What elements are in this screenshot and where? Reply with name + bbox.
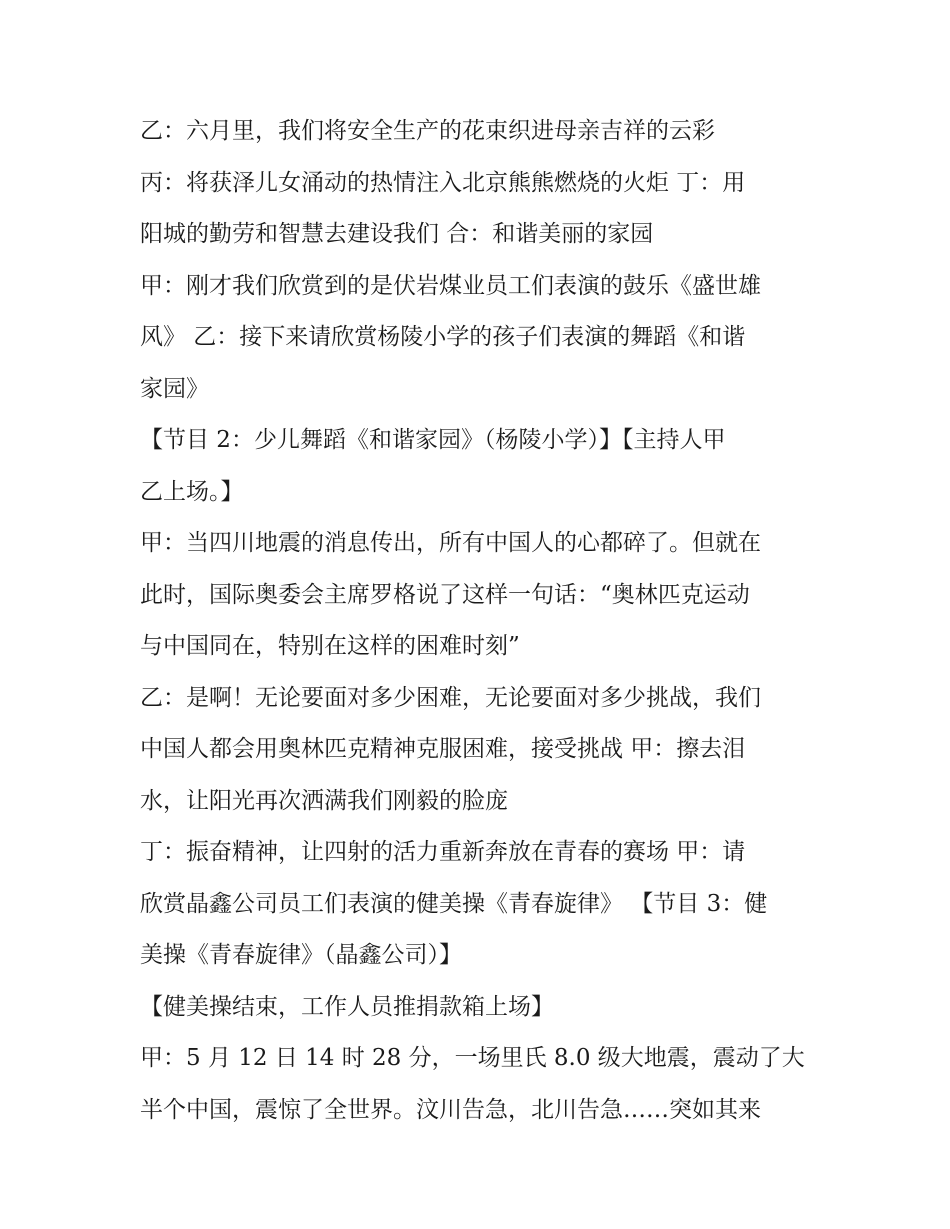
text-line: 丙：将获泽儿女涌动的热情注入北京熊熊燃烧的火炬 丁：用 [140, 169, 746, 196]
text-line: 【健美操结束，工作人员推捐款箱上场】 [140, 993, 554, 1020]
text-line: 乙：是啊！无论要面对多少困难，无论要面对多少挑战，我们 [140, 684, 761, 711]
text-line: 与中国同在，特别在这样的困难时刻” [140, 633, 520, 659]
text-line: 乙上场。】 [140, 478, 244, 505]
document-body [140, 106, 815, 1136]
text-line: 欣赏晶鑫公司员工们表演的健美操《青春旋律》 【节目 3：健 [140, 890, 768, 917]
text-line: 【节目 2：少儿舞蹈《和谐家园》（杨陵小学）】【主持人甲 [140, 427, 726, 453]
text-line: 乙：六月里，我们将安全生产的花束织进母亲吉祥的云彩 [140, 118, 715, 144]
text-line: 美操《青春旋律》（晶鑫公司）】 [140, 942, 462, 968]
text-line: 家园》 [140, 375, 209, 402]
text-line: 半个中国，震惊了全世界。汶川告急，北川告急……突如其来 [140, 1096, 761, 1123]
text-line: 丁：振奋精神，让四射的活力重新奔放在青春的赛场 甲：请 [140, 839, 746, 865]
text-line: 甲：5 月 12 日 14 时 28 分，一场里氏 8.0 级大地震，震动了大 [140, 1045, 805, 1071]
text-line: 中国人都会用奥林匹克精神克服困难，接受挑战 甲：擦去泪 [140, 736, 746, 762]
text-line: 甲：刚才我们欣赏到的是伏岩煤业员工们表演的鼓乐《盛世雄 [140, 272, 761, 299]
text-line: 甲：当四川地震的消息传出，所有中国人的心都碎了。但就在 [140, 530, 761, 556]
text-line: 风》 乙：接下来请欣赏杨陵小学的孩子们表演的舞蹈《和谐 [140, 324, 746, 350]
text-line: 阳城的勤劳和智慧去建设我们 合：和谐美丽的家园 [140, 221, 654, 247]
text-line: 水，让阳光再次洒满我们刚毅的脸庞 [140, 787, 508, 814]
text-line: 此时，国际奥委会主席罗格说了这样一句话：“奥林匹克运动 [140, 581, 750, 608]
